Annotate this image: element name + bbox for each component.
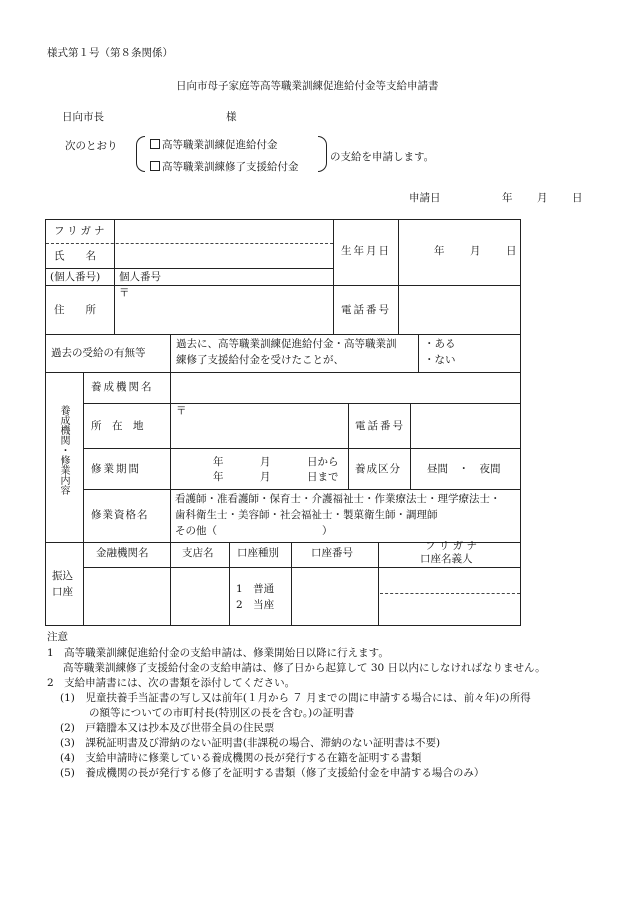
institution-phone-label: 電話番号 xyxy=(355,420,405,432)
address-label: 住 所 xyxy=(54,304,96,316)
account-type-ordinary[interactable]: 1 普通 xyxy=(236,583,275,595)
note-2-item-1a: (1) 児童扶養手当証書の写し又は前年(１月から ７ 月までの間に申請する場合には、前々年)の所得 xyxy=(60,692,531,704)
col-divider xyxy=(378,542,379,625)
row-divider xyxy=(84,448,520,449)
application-date-day: 日 xyxy=(572,192,583,204)
col-divider xyxy=(398,285,399,334)
table-border-left xyxy=(45,219,46,625)
col-divider xyxy=(229,542,230,625)
birth-label: 生年月日 xyxy=(341,245,391,257)
row-divider xyxy=(46,372,520,373)
furigana-label: フリガナ xyxy=(54,225,108,237)
row-divider xyxy=(46,268,333,269)
col-divider xyxy=(170,542,171,625)
option-promotion[interactable]: 高等職業訓練促進給付金 xyxy=(150,139,278,151)
qualification-other[interactable]: その他（ ） xyxy=(175,525,333,537)
qualification-label: 修業資格名 xyxy=(91,509,149,521)
past-receipt-no[interactable]: ・ない xyxy=(424,354,456,366)
past-receipt-label: 過去の受給の有無等 xyxy=(51,347,146,359)
past-receipt-yes[interactable]: ・ある xyxy=(424,338,456,350)
notes-header: 注意 xyxy=(47,631,68,643)
birth-month: 月 xyxy=(470,245,481,257)
col-divider xyxy=(83,542,84,625)
qualification-list-1[interactable]: 看護師・准看護師・保育士・介護福祉士・作業療法士・理学療法士・ xyxy=(175,493,501,505)
form-number: 様式第１号（第８条関係） xyxy=(47,47,173,59)
note-2-item-5: (5) 養成機関の長が発行する修了を証明する書類（修了支援給付金を申請する場合のみ） xyxy=(60,767,485,779)
row-divider xyxy=(46,285,520,286)
holder-header: 口座名義人 xyxy=(420,553,473,565)
note-2-item-1b: の額等についての市町村長(特別区の長を含む。)の証明書 xyxy=(89,707,355,719)
col-divider xyxy=(83,372,84,542)
checkbox-icon[interactable] xyxy=(150,161,160,171)
period-to-year: 年 xyxy=(213,471,224,483)
period-to-month: 月 xyxy=(260,471,271,483)
note-2-item-4: (4) 支給申請時に修業している養成機関の長が発行する在籍を証明する書類 xyxy=(60,752,422,764)
period-label: 修業期間 xyxy=(91,463,141,475)
checkbox-icon[interactable] xyxy=(150,139,160,149)
intro-tail: の支給を申請します。 xyxy=(330,151,435,163)
note-1b: 高等職業訓練修了支援給付金の支給申請は、修了日から起算して 30 日以内にしなければなりません。 xyxy=(63,662,546,674)
note-2-item-3: (3) 課税証明書及び滞納のない証明書(非課税の場合、滞納のない証明書は不要) xyxy=(60,737,441,749)
name-label: 氏 名 xyxy=(54,250,96,262)
bank-section-label-2: 口座 xyxy=(52,586,73,598)
location-label: 所 在 地 xyxy=(91,420,144,432)
col-divider xyxy=(418,334,419,372)
table-border-top xyxy=(45,219,521,220)
table-border-right xyxy=(520,219,521,625)
col-divider xyxy=(348,403,349,489)
institution-section-label: 養成機関・修業内容 xyxy=(58,405,69,495)
addressee-sama: 様 xyxy=(226,111,237,123)
col-divider xyxy=(170,334,171,372)
furigana-divider xyxy=(46,243,333,244)
birth-day: 日 xyxy=(506,245,517,257)
course-type-label: 養成区分 xyxy=(355,463,401,475)
period-from-month: 月 xyxy=(260,456,271,468)
account-type-current[interactable]: 2 当座 xyxy=(236,599,275,611)
course-type-options[interactable]: 昼間 ・ 夜間 xyxy=(427,463,501,475)
personal-number-label: (個人番号) xyxy=(50,271,101,283)
note-2: 2 支給申請書には、次の書類を添付してください。 xyxy=(47,677,296,689)
bank-section-label-1: 振込 xyxy=(52,570,73,582)
qualification-list-2[interactable]: 歯科衛生士・美容師・社会福祉士・製菓衛生師・調理師 xyxy=(175,509,438,521)
holder-furigana-header: フ リ ガ ナ xyxy=(425,540,478,552)
bank-name-header: 金融機関名 xyxy=(96,547,149,559)
period-to-day: 日まで xyxy=(307,471,339,483)
phone-label: 電話番号 xyxy=(341,304,391,316)
bracket-right xyxy=(318,136,327,172)
past-receipt-text-1: 過去に、高等職業訓練促進給付金・高等職業訓 xyxy=(176,338,397,350)
personal-number-field[interactable]: 個人番号 xyxy=(119,271,161,283)
row-divider xyxy=(84,567,520,568)
addressee-mayor: 日向市長 xyxy=(62,111,104,123)
institution-name-label: 養成機関名 xyxy=(91,381,154,393)
col-divider xyxy=(291,542,292,625)
row-divider xyxy=(84,403,520,404)
past-receipt-text-2: 練修了支援給付金を受けたことが、 xyxy=(176,354,344,366)
row-divider xyxy=(84,489,520,490)
postal-mark: 〒 xyxy=(119,287,130,299)
account-number-header: 口座番号 xyxy=(311,547,353,559)
table-border-bottom xyxy=(45,625,521,626)
note-2-item-2: (2) 戸籍謄本又は抄本及び世帯全員の住民票 xyxy=(60,722,275,734)
option-completion[interactable]: 高等職業訓練修了支援給付金 xyxy=(150,161,299,173)
note-1a: 1 高等職業訓練促進給付金の支給申請は、修業開始日以降に行えます。 xyxy=(47,647,389,659)
col-divider xyxy=(114,219,115,334)
bracket-left xyxy=(136,136,145,172)
intro-lead: 次のとおり xyxy=(65,140,118,152)
page-title: 日向市母子家庭等高等職業訓練促進給付金等支給申請書 xyxy=(176,80,439,92)
postal-mark: 〒 xyxy=(176,405,187,417)
application-date-month: 月 xyxy=(537,192,548,204)
col-divider xyxy=(410,403,411,489)
branch-header: 支店名 xyxy=(182,547,214,559)
col-divider xyxy=(170,372,171,542)
row-divider xyxy=(46,334,520,335)
period-from-year: 年 xyxy=(213,456,224,468)
account-type-header: 口座種別 xyxy=(237,547,279,559)
application-date-label: 申請日 xyxy=(409,192,441,204)
furigana-divider xyxy=(380,593,520,594)
application-date-year: 年 xyxy=(502,192,513,204)
col-divider xyxy=(398,219,399,285)
birth-year: 年 xyxy=(434,245,445,257)
period-from-day: 日から xyxy=(307,456,339,468)
col-divider xyxy=(333,219,334,334)
